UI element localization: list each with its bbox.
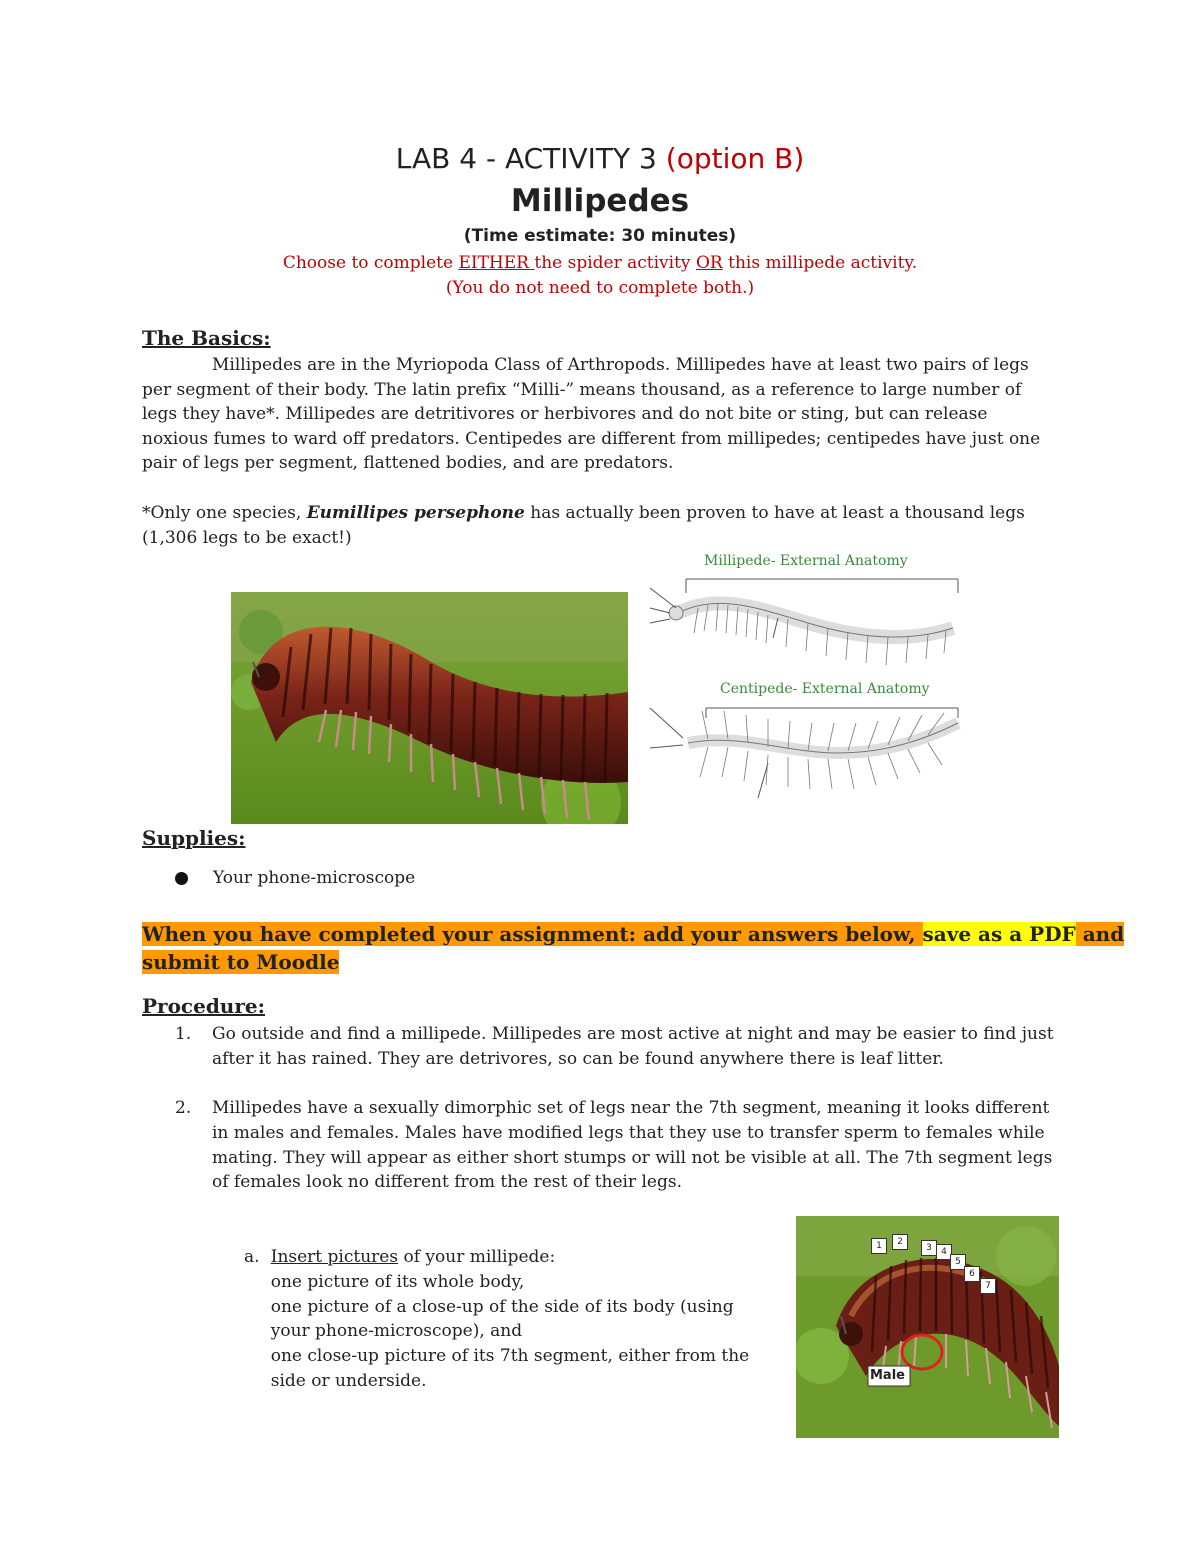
segment-number: 2 xyxy=(892,1234,908,1250)
segment-number: 5 xyxy=(950,1254,966,1270)
centipede-diagram-title: Centipede- External Anatomy xyxy=(720,681,930,697)
procedure-item-1: 1. Go outside and find a millipede. Millipedes are most active at night and may be easier to find just after it has rained. They are detrivores, so can be found anywhere there is leaf litter. xyxy=(175,1024,1054,1069)
basics-heading: The Basics: xyxy=(142,326,271,350)
segment-number: 4 xyxy=(936,1244,952,1260)
insert-pictures-link[interactable]: Insert pictures xyxy=(270,1247,399,1267)
page-subtitle: Millipedes xyxy=(510,183,690,219)
bullet-icon xyxy=(175,872,188,885)
title-main: LAB 4 - ACTIVITY 3 xyxy=(395,142,657,175)
submit-instruction-line2: submit to Moodle xyxy=(142,950,340,974)
submit-instruction-line1: When you have completed your assignment: add your answers below, save as a PDF and xyxy=(142,922,1125,946)
supplies-item: Your phone-microscope xyxy=(175,868,415,888)
not-both-note: (You do not need to complete both.) xyxy=(445,278,755,298)
millipede-photo-svg xyxy=(231,592,628,824)
basics-footnote: *Only one species, Eumillipes persephone has actually been proven to have at least a thousand legs (1,306 legs to be exact!) xyxy=(142,503,1025,548)
segment-number: 6 xyxy=(964,1266,980,1282)
millipede-photo xyxy=(231,592,628,824)
procedure-heading: Procedure: xyxy=(142,994,265,1018)
anatomy-diagram xyxy=(628,553,968,816)
labeled-millipede-photo xyxy=(796,1216,1059,1438)
procedure-item-2: 2. Millipedes have a sexually dimorphic set of legs near the 7th segment, meaning it looks different in males and females. Males have modified legs that they use to transfer sperm to females while mating. They will appear as either short stumps or will not be visible at all. The 7th segment legs of females look no different from the rest of their legs. xyxy=(175,1098,1053,1193)
procedure-subitem-a: a. Insert pictures of your millipede: one picture of its whole body, one picture of a close-up of the side of its body (using your phone-microscope), and one close-up picture of its 7th segment, either from the side or underside. xyxy=(244,1247,750,1391)
male-label: Male xyxy=(870,1368,905,1383)
segment-number: 3 xyxy=(921,1240,937,1256)
basics-paragraph: Millipedes are in the Myriopoda Class of Arthropods. Millipedes have at least two pairs of legs per segment of their body. The latin prefix “Milli-” means thousand, as a reference to large number of legs they have*. Millipedes are detritivores or herbivores and do not bite or sting, but can release noxious fumes to ward off predators. Centipedes are different from millipedes; centipedes have just one pair of legs per segment, flattened bodies, and are predators. xyxy=(142,355,1041,474)
millipede-diagram-title: Millipede- External Anatomy xyxy=(704,553,908,569)
segment-number: 7 xyxy=(980,1278,996,1294)
choose-instruction: Choose to complete EITHER the spider activity OR this millipede activity. xyxy=(282,253,918,273)
segment-number: 1 xyxy=(871,1238,887,1254)
title-option: (option B) xyxy=(665,142,805,175)
time-estimate: (Time estimate: 30 minutes) xyxy=(463,226,737,246)
supplies-heading: Supplies: xyxy=(142,826,246,850)
page-title xyxy=(0,142,1200,175)
